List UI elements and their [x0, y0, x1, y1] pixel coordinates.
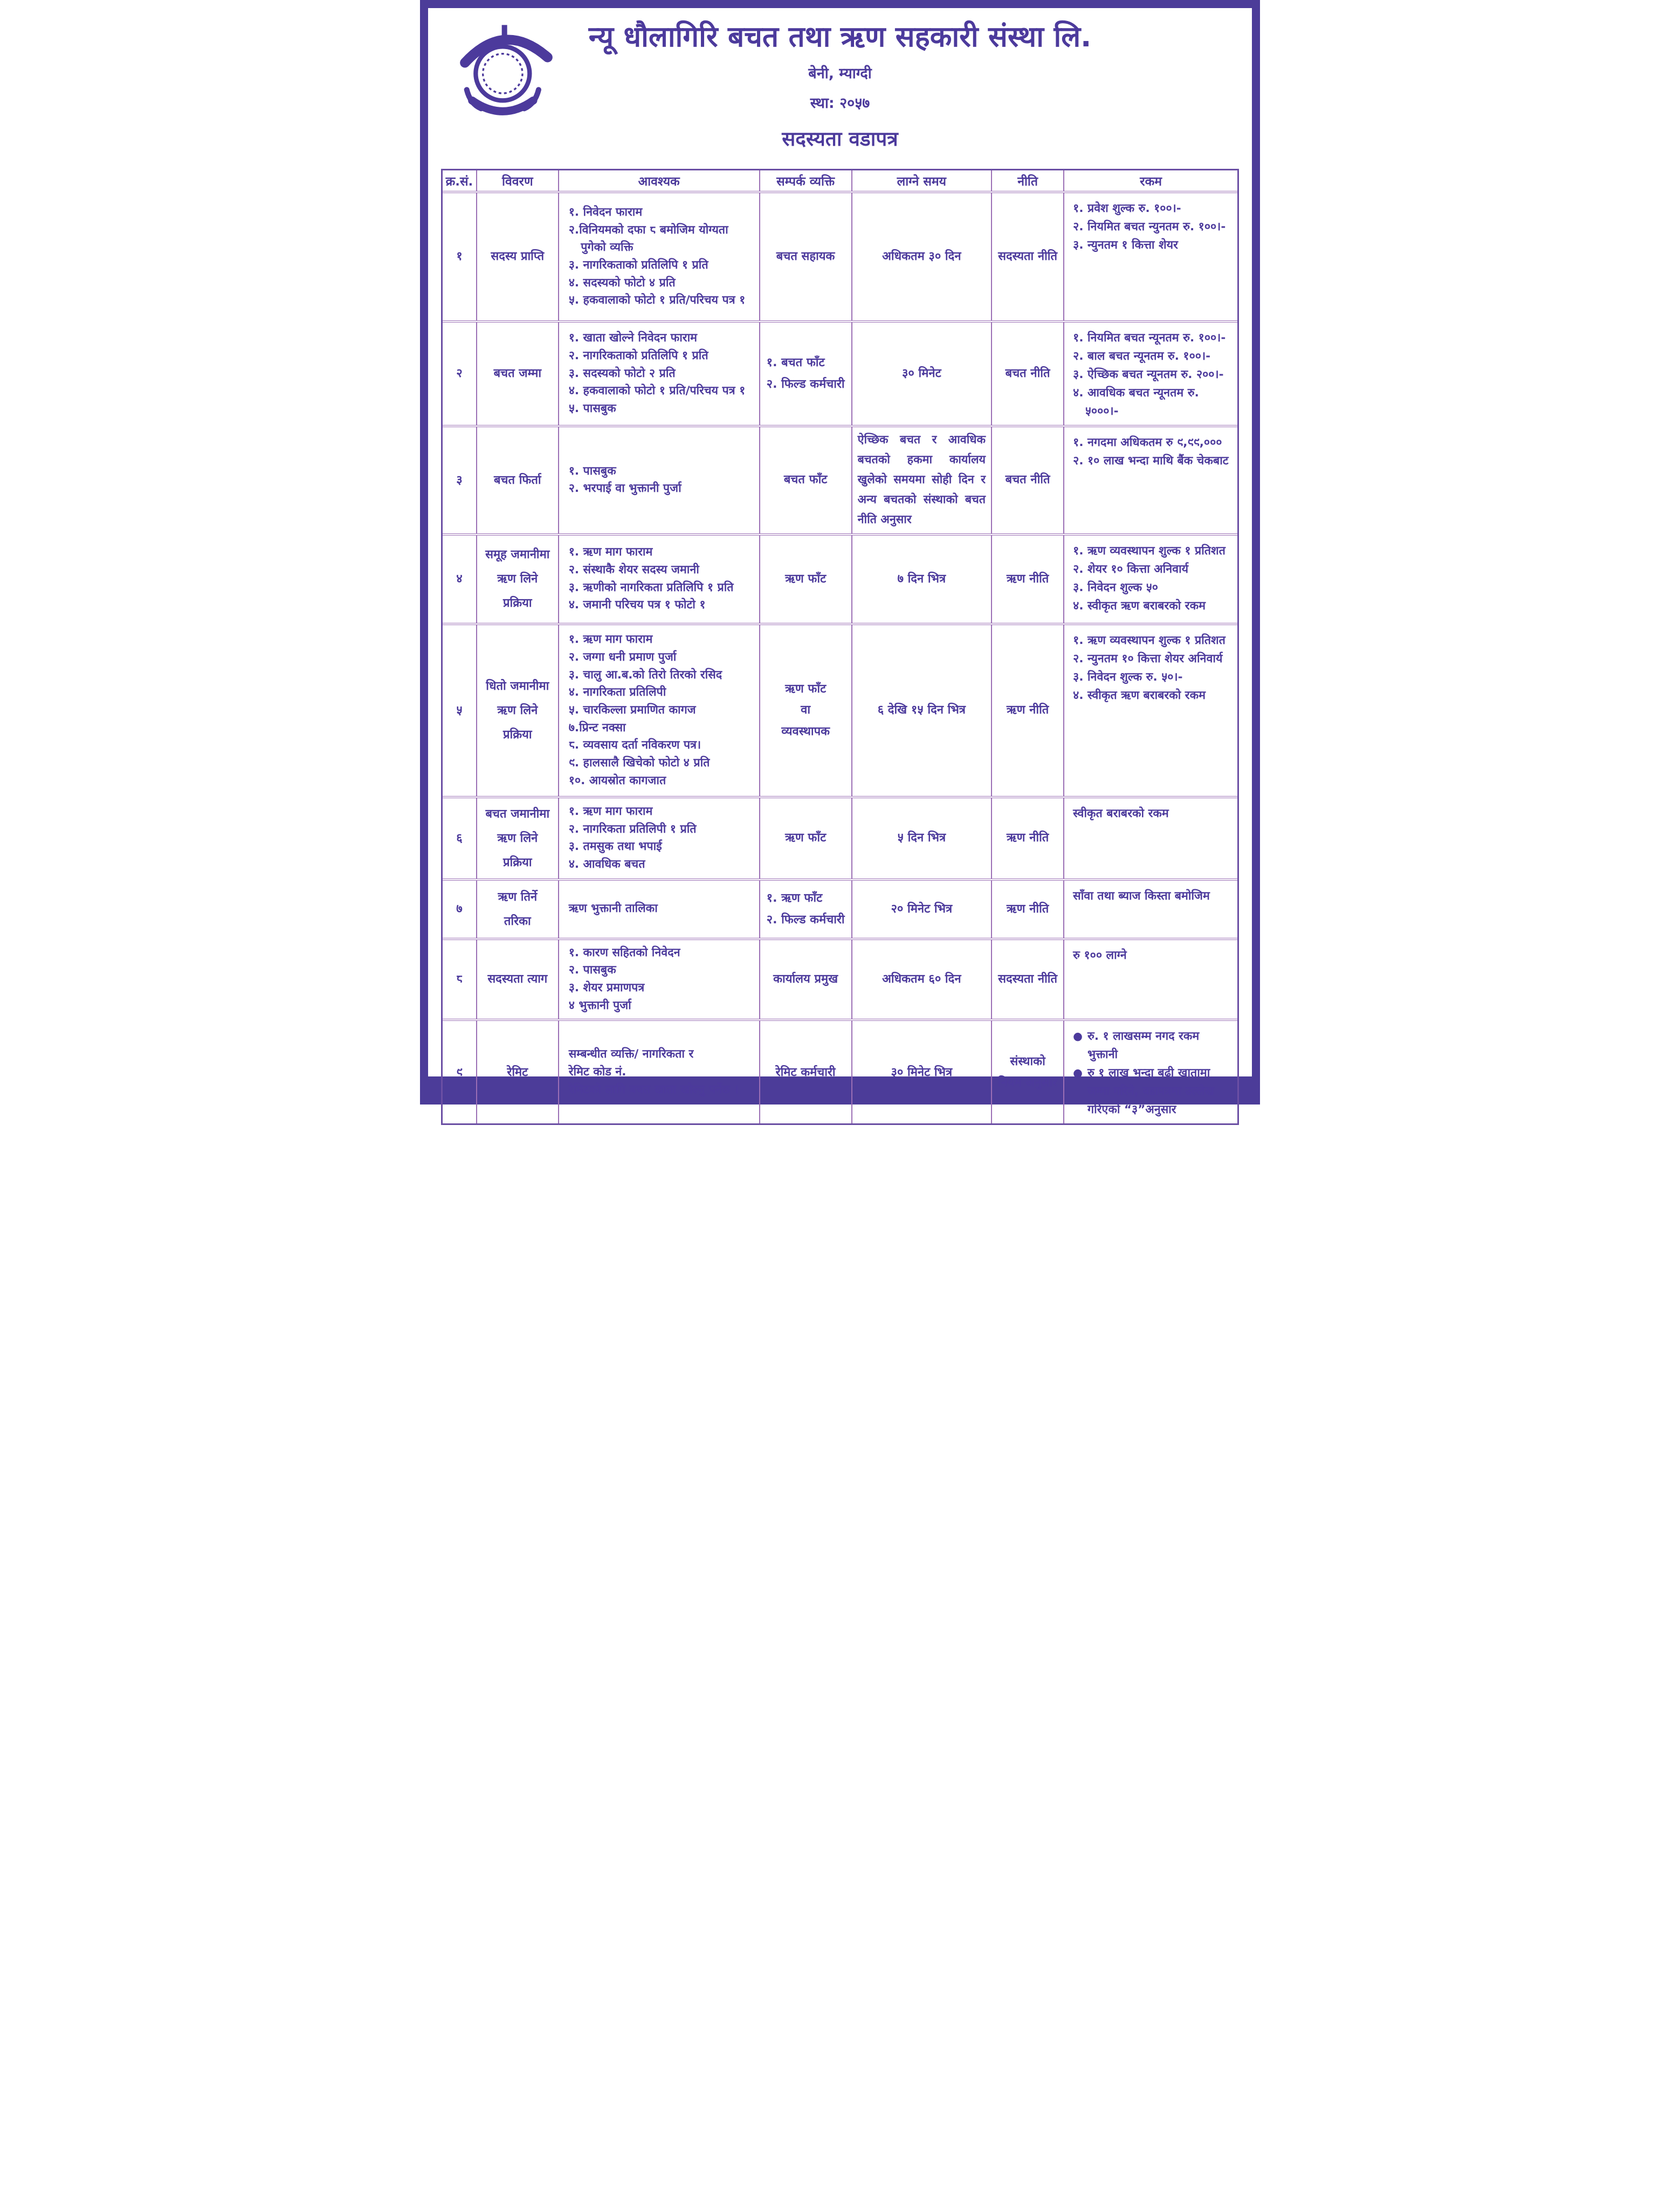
- cell-time-taken: [851, 193, 991, 320]
- list-item: १. निवेदन फाराम: [568, 205, 643, 219]
- cell-policy: [991, 193, 1063, 320]
- list-item: १. ऋण माग फाराम: [568, 633, 653, 647]
- description-line: ऋण लिने: [497, 572, 538, 586]
- list-item: ४. जमानी परिचय पत्र १ फोटो १: [568, 598, 706, 612]
- contact-line: ऋण फाँट: [785, 572, 827, 586]
- table-row: [443, 879, 1237, 938]
- amount-line: १. नगदमा अधिकतम रु ९,९९,०००: [1073, 435, 1222, 449]
- description-line: समूह जमानीमा: [485, 548, 550, 562]
- serial-number: ७: [456, 902, 463, 916]
- list-item: २. नागरिकता प्रतिलिपी १ प्रति: [568, 822, 697, 836]
- list-item: ३. चालु आ.ब.को तिरो तिरको रसिद: [568, 668, 722, 682]
- list-item: ५. हकवालाको फोटो १ प्रति/परिचय पत्र १: [568, 293, 746, 307]
- cell-description: [476, 1021, 558, 1123]
- cell-amount: [1063, 625, 1237, 796]
- amount-line: स्वीकृत बराबरको रकम: [1073, 806, 1169, 820]
- serial-number: ६: [456, 831, 463, 845]
- list-item: ३. शेयर प्रमाणपत्र: [568, 981, 645, 995]
- cell-time-taken: [851, 536, 991, 623]
- serial-number: २: [456, 367, 463, 381]
- policy-line: बचत नीति: [1005, 367, 1050, 381]
- list-item: ४ भुक्तानी पुर्जा: [568, 998, 631, 1012]
- cell-serial-number: [443, 536, 476, 623]
- cell-required-documents: [558, 193, 759, 320]
- list-item: १. कारण सहितको निवेदन: [568, 945, 680, 959]
- cell-serial-number: [443, 940, 476, 1019]
- list-item: १. पासबुक: [568, 464, 616, 478]
- amount-line: रु १०० लाग्ने: [1073, 948, 1127, 962]
- cell-policy: [991, 940, 1063, 1019]
- time-line: अधिकतम ३० दिन: [882, 250, 961, 264]
- contact-line: १. ऋण फाँट: [766, 891, 823, 905]
- cell-contact-person: [759, 940, 851, 1019]
- list-item: ऋण भुक्तानी तालिका: [568, 902, 658, 916]
- list-item: ५. पासबुक: [568, 401, 616, 415]
- col-header-amount: [1063, 170, 1237, 191]
- cell-serial-number: [443, 427, 476, 533]
- description-line: ऋण तिर्ने: [498, 890, 538, 904]
- cell-amount: [1063, 536, 1237, 623]
- cell-serial-number: [443, 625, 476, 796]
- description-line: प्रक्रिया: [503, 728, 532, 742]
- cell-policy: [991, 323, 1063, 425]
- org-logo: [450, 18, 563, 126]
- cell-amount: [1063, 323, 1237, 425]
- list-item: २. संस्थाकै शेयर सदस्य जमानी: [568, 563, 699, 577]
- description-line: ऋण लिने: [497, 703, 538, 717]
- amount-line: १. नियमित बचत न्यूनतम रु. १००।-: [1073, 331, 1226, 345]
- cell-contact-person: [759, 625, 851, 796]
- policy-line: ऋण नीति: [1006, 902, 1049, 916]
- list-item: ४. सदस्यको फोटो ४ प्रति: [568, 276, 676, 290]
- cell-time-taken: [851, 323, 991, 425]
- amount-line: ३. निवेदन शुल्क रु. ५०।-: [1073, 670, 1183, 684]
- table-row: [443, 938, 1237, 1019]
- contact-line: ऋण फाँट: [785, 682, 827, 696]
- amount-text: रु. १ लाखसम्म नगद रकम भुक्तानी: [1087, 1030, 1200, 1062]
- table-row: [443, 191, 1237, 320]
- list-item: रेमिटको लागि बचत खाता खोल्नु पर्नेछ ।: [568, 1082, 739, 1096]
- list-item: ३. तमसुक तथा भपाई: [568, 840, 662, 854]
- description-line: सदस्य प्राप्ति: [491, 250, 545, 264]
- cell-contact-person: [759, 798, 851, 879]
- cell-serial-number: [443, 193, 476, 320]
- cell-policy: [991, 625, 1063, 796]
- list-item: ४. हकवालाको फोटो १ प्रति/परिचय पत्र १: [568, 384, 746, 398]
- list-item: २. पासबुक: [568, 963, 616, 977]
- policy-line: ऋण नीति: [1006, 703, 1049, 717]
- col-header-time: [851, 170, 991, 191]
- serial-number: १: [456, 250, 463, 264]
- cell-amount: [1063, 427, 1237, 533]
- cell-amount: [1063, 940, 1237, 1019]
- cell-required-documents: [558, 625, 759, 796]
- cell-description: [476, 193, 558, 320]
- membership-charter-page: [420, 0, 1260, 1117]
- list-item: १. खाता खोल्ने निवेदन फाराम: [568, 331, 697, 345]
- amount-text: रु १ लाख भन्दा बढी खातामा जम्मा गरिने, वडापत्रमा उल्लेख गरिएको “३”अनुसार: [1087, 1066, 1214, 1117]
- time-line: ५ दिन भित्र: [897, 831, 946, 845]
- page-header: [428, 8, 1252, 169]
- cell-description: [476, 940, 558, 1019]
- contact-line: व्यवस्थापक: [781, 724, 830, 738]
- contact-line: २. फिल्ड कर्मचारी: [766, 377, 845, 391]
- table-row: [443, 320, 1237, 425]
- contact-line: ऋण फाँट: [785, 831, 827, 845]
- cell-serial-number: [443, 323, 476, 425]
- cell-serial-number: [443, 881, 476, 938]
- description-line: ऋण लिने: [497, 831, 538, 845]
- amount-line: [1073, 1064, 1233, 1119]
- cell-description: [476, 427, 558, 533]
- cell-amount: [1063, 193, 1237, 320]
- list-item: १०. आयस्रोत कागजात: [568, 773, 666, 787]
- col-header-label: लाग्ने समय: [897, 175, 947, 189]
- amount-line: १. ऋण व्यवस्थापन शुल्क १ प्रतिशत: [1073, 633, 1225, 647]
- policy-line: ऋण नीति: [1006, 831, 1049, 845]
- cell-required-documents: [558, 940, 759, 1019]
- time-line: ७ दिन भित्र: [897, 572, 946, 586]
- cell-serial-number: [443, 798, 476, 879]
- list-item: रेमिट कोड नं.: [568, 1065, 626, 1079]
- amount-line: १. प्रवेश शुल्क रु. १००।-: [1073, 202, 1181, 215]
- description-line: बचत जम्मा: [493, 367, 542, 381]
- time-line: अधिकतम ६० दिन: [882, 972, 961, 986]
- contact-line: बचत फाँट: [783, 473, 828, 487]
- list-item: ७.प्रिन्ट नक्सा: [568, 721, 626, 735]
- list-item: ८. व्यवसाय दर्ता नविकरण पत्र।: [568, 738, 701, 752]
- policy-line: बचत नीति: [1005, 473, 1050, 487]
- col-header-sn: [443, 170, 476, 191]
- description-line: सदस्यता त्याग: [487, 972, 548, 986]
- amount-line: ३. निवेदन शुल्क ५०: [1073, 580, 1158, 594]
- amount-line: [1073, 1027, 1233, 1064]
- serial-number: ३: [456, 473, 463, 487]
- cell-amount: [1063, 1021, 1237, 1123]
- bullet-icon: ●: [1073, 1066, 1083, 1080]
- serial-number: ४: [456, 572, 463, 586]
- policy-line: सदस्यता नीति: [998, 250, 1058, 264]
- cell-required-documents: [558, 536, 759, 623]
- cell-amount: [1063, 881, 1237, 938]
- cell-time-taken: [851, 940, 991, 1019]
- contact-line: कार्यालय प्रमुख: [773, 972, 838, 986]
- cell-description: [476, 798, 558, 879]
- contact-block: [767, 352, 845, 395]
- cell-required-documents: [558, 798, 759, 879]
- cell-policy: [991, 798, 1063, 879]
- time-line: ३० मिनेट भित्र: [891, 1065, 953, 1079]
- cell-required-documents: [558, 323, 759, 425]
- amount-line: ४. स्वीकृत ऋण बराबरको रकम: [1073, 688, 1206, 702]
- policy-line: संस्थाको: [1010, 1054, 1045, 1068]
- table-row: [443, 533, 1237, 623]
- amount-line: ३. ऐच्छिक बचत न्यूनतम रु. २००।-: [1073, 367, 1224, 381]
- amount-line: २. शेयर १० कित्ता अनिवार्य: [1073, 562, 1189, 576]
- cell-time-taken: [851, 625, 991, 796]
- cell-description: [476, 881, 558, 938]
- table-row: [443, 425, 1237, 533]
- cell-contact-person: [759, 323, 851, 425]
- serial-number: ९: [456, 1065, 463, 1079]
- list-item: १. ऋण माग फाराम: [568, 545, 653, 559]
- policy-line: ऋण नीति: [1006, 572, 1049, 586]
- cell-time-taken: [851, 798, 991, 879]
- amount-line: साँवा तथा ब्याज किस्ता बमोजिम: [1073, 889, 1210, 903]
- list-item: २. जग्गा धनी प्रमाण पुर्जा: [568, 650, 677, 664]
- contact-line: रेमिट कर्मचारी: [775, 1065, 836, 1079]
- contact-line: वा: [801, 703, 811, 717]
- cell-time-taken: [851, 427, 991, 533]
- description-line: धितो जमानीमा: [486, 679, 549, 693]
- time-line: ६ देखि १५ दिन भित्र: [877, 703, 966, 717]
- list-item: ३. ऋणीको नागरिकता प्रतिलिपि १ प्रति: [568, 580, 734, 594]
- cell-contact-person: [759, 1021, 851, 1123]
- col-header-desc: [476, 170, 558, 191]
- col-header-label: विवरण: [502, 175, 533, 189]
- amount-line: २. नियमित बचत न्युनतम रु. १००।-: [1073, 219, 1226, 234]
- time-line: २० मिनेट भित्र: [891, 902, 953, 916]
- col-header-label: सम्पर्क व्यक्ति: [776, 175, 835, 189]
- description-line: बचत फिर्ता: [493, 473, 541, 487]
- cell-contact-person: [759, 427, 851, 533]
- serial-number: ८: [456, 972, 463, 986]
- amount-line: ४. आवधिक बचत न्यूनतम रु. ५०००।-: [1073, 386, 1199, 418]
- cell-amount: [1063, 798, 1237, 879]
- col-header-label: रकम: [1140, 175, 1162, 189]
- org-address: बेनी, म्याग्दी: [808, 65, 872, 82]
- list-item: ३. नागरिकताको प्रतिलिपि १ प्रति: [568, 258, 708, 272]
- charter-table: [441, 169, 1239, 1125]
- list-item: ३. सदस्यको फोटो २ प्रति: [568, 366, 676, 380]
- table-row: [443, 623, 1237, 796]
- time-line: ३० मिनेट: [901, 367, 941, 381]
- policy-line: सदस्यता नीति: [998, 972, 1058, 986]
- col-header-contact: [759, 170, 851, 191]
- list-item: सम्बन्धीत व्यक्ति/ नागरिकता र: [568, 1047, 694, 1061]
- list-item: २.विनियमको दफा ८ बमोजिम योग्यता पुगेको व्यक्ति: [568, 223, 728, 255]
- contact-line: बचत सहायक: [776, 250, 835, 264]
- amount-line: ३. न्युनतम १ कित्ता शेयर: [1073, 238, 1178, 252]
- table-header-row: [443, 170, 1237, 191]
- table-row: [443, 1019, 1237, 1123]
- description-line: तरिका: [504, 914, 531, 928]
- cell-contact-person: [759, 536, 851, 623]
- page-title: सदस्यता वडापत्र: [782, 127, 898, 150]
- cell-time-taken: [851, 881, 991, 938]
- col-header-policy: [991, 170, 1063, 191]
- amount-line: ४. स्वीकृत ऋण बराबरको रकम: [1073, 599, 1206, 613]
- time-line: ऐच्छिक बचत र आवधिक बचतको हकमा कार्यालय खुलेको समयमा सोही दिन र अन्य बचतको संस्थाको बचत नीति अनुसार: [857, 433, 986, 526]
- serial-number: ५: [456, 703, 463, 717]
- contact-block: [767, 888, 845, 930]
- col-header-label: नीति: [1017, 175, 1038, 189]
- description-line: प्रक्रिया: [503, 596, 532, 610]
- amount-line: २. बाल बचत न्यूनतम रु. १००।-: [1073, 349, 1211, 363]
- cell-description: [476, 625, 558, 796]
- cell-policy: [991, 1021, 1063, 1123]
- cell-contact-person: [759, 881, 851, 938]
- description-line: प्रक्रिया: [503, 855, 532, 869]
- table-row: [443, 796, 1237, 879]
- cell-required-documents: [558, 881, 759, 938]
- cell-time-taken: [851, 1021, 991, 1123]
- amount-line: २. न्युनतम १० कित्ता शेयर अनिवार्य: [1073, 651, 1223, 666]
- cell-contact-person: [759, 193, 851, 320]
- cell-description: [476, 536, 558, 623]
- list-item: ५. चारकिल्ला प्रमाणित कागज: [568, 703, 696, 717]
- amount-line: १. ऋण व्यवस्थापन शुल्क १ प्रतिशत: [1073, 544, 1225, 558]
- contact-line: १. बचत फाँट: [766, 356, 825, 370]
- col-header-label: क्र.सं.: [445, 175, 473, 189]
- col-header-label: आवश्यक: [638, 175, 680, 189]
- cell-serial-number: [443, 1021, 476, 1123]
- cell-policy: [991, 881, 1063, 938]
- list-item: २. भरपाई वा भुक्तानी पुर्जा: [568, 482, 681, 496]
- bullet-icon: ●: [1073, 1030, 1083, 1043]
- amount-line: २. १० लाख भन्दा माथि बैंक चेकबाट: [1073, 454, 1229, 468]
- policy-line: नियम अनुसार: [998, 1076, 1058, 1090]
- established-year: स्था: २०५७: [810, 94, 870, 112]
- cell-required-documents: [558, 427, 759, 533]
- description-line: बचत जमानीमा: [485, 807, 550, 821]
- cell-policy: [991, 427, 1063, 533]
- seal-icon: [483, 54, 522, 93]
- list-item: १. ऋण माग फाराम: [568, 804, 653, 818]
- cell-required-documents: [558, 1021, 759, 1123]
- list-item: ४. आवधिक बचत: [568, 857, 645, 871]
- description-line: रेमिट: [507, 1065, 528, 1079]
- col-header-required: [558, 170, 759, 191]
- contact-line: २. फिल्ड कर्मचारी: [766, 913, 845, 927]
- list-item: ४. नागरिकता प्रतिलिपी: [568, 685, 666, 699]
- cell-description: [476, 323, 558, 425]
- cell-policy: [991, 536, 1063, 623]
- list-item: ९. हालसालै खिचेको फोटो ४ प्रति: [568, 756, 710, 770]
- list-item: २. नागरिकताको प्रतिलिपि १ प्रति: [568, 348, 708, 362]
- org-name: न्यू धौलागिरि बचत तथा ऋण सहकारी संस्था लि.: [588, 20, 1092, 53]
